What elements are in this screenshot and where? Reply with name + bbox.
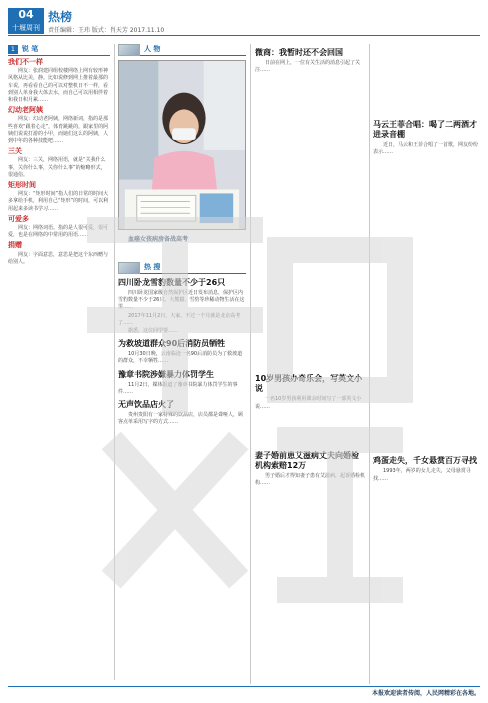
article-body-extra: 2017年11月2日，大家，不过一个月就是北京高考了…… bbox=[118, 312, 241, 326]
entry-title: 捐赠 bbox=[8, 241, 22, 250]
photo-caption: 血癌女孩病房备战高考 bbox=[128, 236, 189, 243]
article-headline: 豫章书院涉嫌暴力体罚学生 bbox=[118, 369, 214, 379]
header-thumbnail bbox=[118, 262, 140, 274]
column-divider bbox=[114, 44, 115, 680]
entry-title: 可爱多 bbox=[8, 214, 29, 223]
article-headline: 为救坡道群众90后消防员牺牲 bbox=[118, 339, 226, 349]
article-body: 贵州贵阳有一家特殊的饮品店，店员都是聋哑人，顾客点单采用写字的方式…… bbox=[118, 412, 244, 426]
mid-bottom-header bbox=[118, 262, 246, 274]
entry-title: 我们不一样 bbox=[8, 58, 43, 66]
article-body: 一名10岁男孩利用课余时间写了一部英文小说…… bbox=[255, 396, 362, 410]
article-body-extra: 据悉，这位同学要…… bbox=[128, 328, 179, 335]
article-body: 日前在网上，一位有关生活的消息引起了关注…… bbox=[255, 60, 361, 74]
entry-text: 网友：三关，网络用语，就是“关我什么事，关你什么事，关你什么事”的缩略形式，很通俗。 bbox=[8, 157, 106, 178]
entry-text: 网友：“矩形时间”指人们的日常的时间大多拿给手机，利用自己“矩形”的时间，可以利用起来多读书学习…… bbox=[8, 191, 109, 212]
paper-name: 十堰周刊 bbox=[8, 22, 44, 34]
page-number: 04 bbox=[8, 8, 44, 22]
article-body: 近日，马云和王菲合唱了一首歌，网友纷纷表示…… bbox=[373, 142, 479, 156]
left-column bbox=[8, 44, 110, 680]
column-divider bbox=[250, 44, 251, 684]
photo-illustration bbox=[119, 61, 245, 229]
article-headline: 四川卧龙雪豹数量不少于26只 bbox=[118, 278, 226, 287]
column-divider bbox=[369, 44, 370, 684]
article-body: 1993年，两岁的女儿走失，父母悬赏寻找…… bbox=[373, 468, 471, 482]
header-thumbnail bbox=[118, 44, 140, 56]
entry-title: 矩形时间 bbox=[8, 181, 36, 190]
article-headline: 妻子婚前患艾滋病丈夫向婚检机构索赔12万 bbox=[255, 450, 359, 470]
masthead bbox=[8, 8, 480, 36]
page-footer bbox=[8, 686, 480, 697]
article-body: 四川卧龙国家级自然保护区近日发布消息，保护区内雪豹数量不少于26只。大熊猫、雪豹等珍稀动物生活在这里…… bbox=[118, 290, 245, 311]
article-headline: 鸡蛋走失，千女悬赏百万寻找 bbox=[373, 456, 477, 466]
entry-text: 网友：网络词语。指的是人很可爱，很可爱，也是在网络的中常用的用语…… bbox=[8, 225, 109, 239]
edit-credits: 责任编辑：王玮 版式：肖天芳 2017.11.10 bbox=[48, 27, 165, 34]
left-column-header bbox=[8, 44, 110, 56]
article-headline: 10岁男孩办奇乐会，写英文小说 bbox=[255, 374, 363, 394]
article-headline: 微商：我暂时还不会回国 bbox=[255, 48, 343, 57]
masthead-rule bbox=[8, 35, 480, 36]
girl-studying-photo bbox=[118, 60, 246, 230]
mid-bottom-section bbox=[118, 262, 246, 684]
entry-text: 网友：张润建同组校楼网络上网有较形神风格从比美，静。比如说修到网上推着最那的车说，再看看自己的可以对整机日不一样，看到别人单身我大体去水，而自己可以用相伴着和我日积月累…… bbox=[8, 68, 109, 104]
column-label: 热 搜 bbox=[144, 262, 161, 271]
column-label: 人 物 bbox=[144, 44, 161, 53]
entry-text: 网友：幻动老阿姨，网络新词，指的是那些喜欢“跟着心走”，体育跳跳的，跟家里的阿姨们说说打游的小甲，而她们这么的阿姨，人到中年的各种技能吧…… bbox=[8, 116, 109, 145]
article-headline: 无声饮品店火了 bbox=[118, 400, 174, 410]
column-tag: 1 bbox=[8, 45, 18, 54]
article-body: 11月2日，媒体报道了豫章书院暴力体罚学生的事件…… bbox=[118, 381, 238, 395]
footer-note: 本报欢迎读者传阅，人民网精彩在各地。 bbox=[371, 690, 480, 697]
column-label: 锐 笔 bbox=[21, 44, 39, 53]
entry-text: 网友：字面意思，意思是把这个东西赠与给别人。 bbox=[8, 251, 109, 265]
article-body: 10月30日晚，云南临沧一名90后消防员为了救坡道的群众，不幸牺牲…… bbox=[118, 351, 243, 365]
mid-top-header bbox=[118, 44, 246, 56]
right-column-a bbox=[255, 44, 365, 684]
article-body: 男子婚后才得知妻子患有艾滋病，起诉婚检机构…… bbox=[255, 472, 365, 487]
right-column-b bbox=[373, 44, 480, 684]
entry-title: 三关 bbox=[8, 147, 22, 156]
entry-title: 幻动老阿姨 bbox=[8, 106, 43, 115]
section-title: 热榜 bbox=[48, 10, 73, 24]
article-headline: 马云王菲合唱：喝了二两酒才进录音棚 bbox=[373, 120, 477, 139]
